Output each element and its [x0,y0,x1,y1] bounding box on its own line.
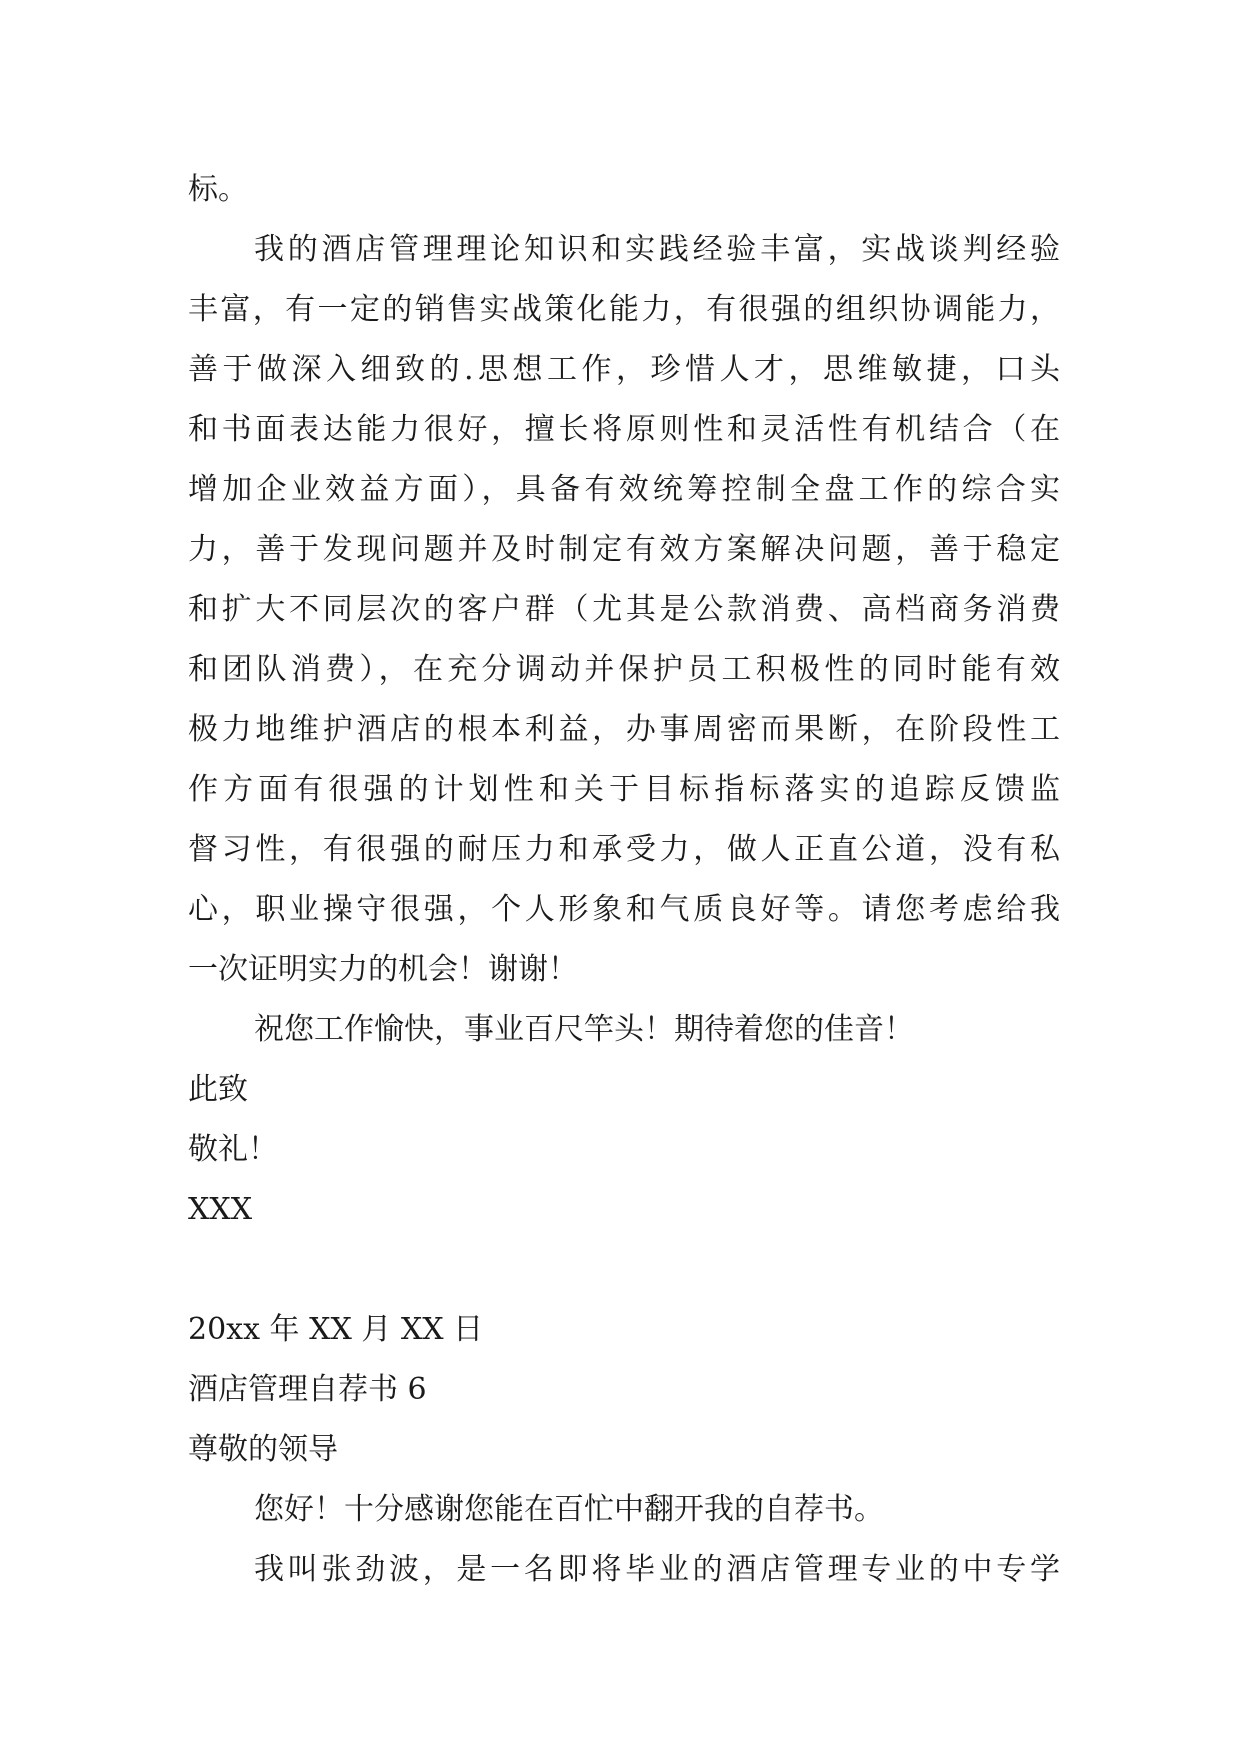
text-line: 丰富，有一定的销售实战策化能力，有很强的组织协调能力， [188,292,1060,327]
closing-line: 此致 [188,1072,248,1107]
text-line: 祝您工作愉快，事业百尺竿头！期待着您的佳音！ [254,1012,914,1047]
text-line: 善于做深入细致的.思想工作，珍惜人才，思维敏捷，口头 [188,352,1060,387]
text-line: 增加企业效益方面），具备有效统筹控制全盘工作的综合实 [188,472,1060,507]
greeting-line: 尊敬的领导 [188,1432,338,1467]
text-line: 心，职业操守很强，个人形象和气质良好等。请您考虑给我 [188,892,1060,927]
text-line: 我的酒店管理理论知识和实践经验丰富，实战谈判经验 [254,232,1060,267]
text-line: 我叫张劲波，是一名即将毕业的酒店管理专业的中专学 [254,1552,1060,1587]
text-line: 督习性，有很强的耐压力和承受力，做人正直公道，没有私 [188,832,1060,867]
text-line: 力，善于发现问题并及时制定有效方案解决问题，善于稳定 [188,532,1060,567]
text-line: 您好！十分感谢您能在百忙中翻开我的自荐书。 [254,1492,884,1527]
text-line: 和团队消费），在充分调动并保护员工积极性的同时能有效 [188,652,1060,687]
text-line: 一次证明实力的机会！谢谢！ [188,952,578,987]
text-line: 和扩大不同层次的客户群（尤其是公款消费、高档商务消费 [188,592,1060,627]
text-line: 极力地维护酒店的根本利益，办事周密而果断，在阶段性工 [188,712,1060,747]
text-line: 标。 [188,172,248,207]
text-line: 和书面表达能力很好，擅长将原则性和灵活性有机结合（在 [188,412,1060,447]
blank-line [188,1240,1060,1300]
signature-line: XXX [188,1192,253,1227]
date-line: 20xx 年 XX 月 XX 日 [188,1312,484,1347]
text-line: 作方面有很强的计划性和关于目标指标落实的追踪反馈监 [188,772,1060,807]
document-body [188,160,1060,1600]
salutation-line: 敬礼！ [188,1132,278,1167]
section-title: 酒店管理自荐书 6 [188,1372,427,1407]
